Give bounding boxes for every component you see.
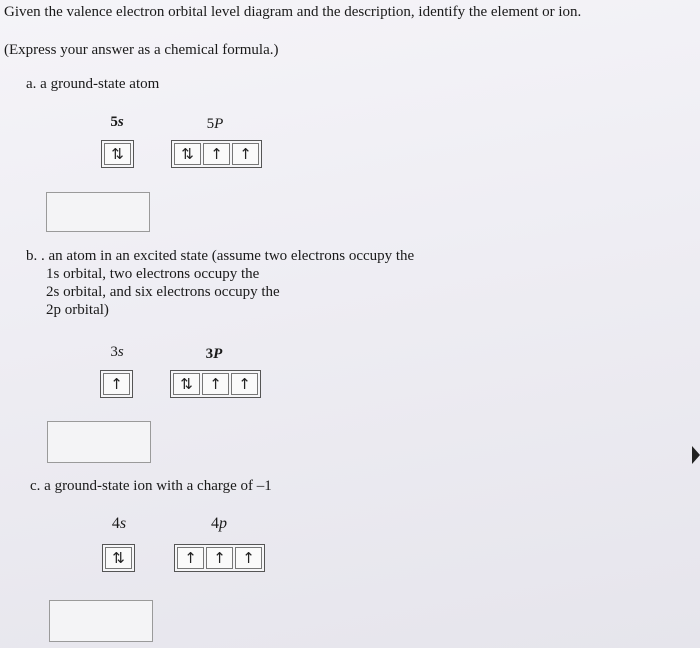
- part-c-p-orbital-diagram: [174, 544, 265, 572]
- part-a-p-orbital-label: [200, 116, 230, 133]
- s-subshell-letter: s: [117, 344, 124, 360]
- s-subshell-letter: s: [117, 114, 124, 130]
- p-shell-number: 4: [211, 515, 219, 532]
- orbital-box-paired: ⇅: [174, 143, 201, 165]
- part-c-answer-input[interactable]: [49, 600, 153, 642]
- part-b-answer-input[interactable]: [47, 421, 151, 463]
- orbital-box-single: ↑: [202, 373, 229, 395]
- part-a-s-orbital-diagram: [101, 140, 134, 168]
- part-a-label: a. a ground-state atom: [26, 76, 160, 92]
- part-b-description: [26, 247, 414, 319]
- s-shell-number: 3: [110, 344, 118, 360]
- orbital-box-paired: ⇅: [104, 143, 131, 165]
- orbital-box-paired: ⇅: [105, 547, 132, 569]
- part-c-label: c. a ground-state ion with a charge of –1: [30, 478, 272, 494]
- p-subshell-letter: P: [213, 346, 223, 362]
- part-a-p-orbital-diagram: [171, 140, 262, 168]
- part-c-p-orbital-label: [204, 515, 234, 533]
- part-a-answer-input[interactable]: [46, 192, 150, 232]
- orbital-box-single: ↑: [231, 373, 258, 395]
- part-b-p-orbital-label: [199, 346, 229, 363]
- s-subshell-letter: s: [119, 515, 127, 532]
- part-c-s-orbital-label: [104, 515, 134, 533]
- part-b-s-orbital-label: [102, 344, 132, 361]
- instruction-line-1: Given the valence electron orbital level diagram and the description, identify the element or ion.: [4, 4, 582, 20]
- part-a-s-orbital-label: [102, 114, 132, 131]
- s-shell-number: 4: [111, 515, 120, 532]
- p-subshell-letter: P: [214, 116, 224, 132]
- p-shell-number: 5: [206, 116, 215, 132]
- p-shell-number: 3: [205, 346, 214, 362]
- orbital-box-single: ↑: [103, 373, 130, 395]
- part-b-s-orbital-diagram: [100, 370, 133, 398]
- orbital-box-paired: ⇅: [173, 373, 200, 395]
- orbital-box-single: ↑: [232, 143, 259, 165]
- part-b-line-4: 2p orbital): [46, 302, 109, 318]
- part-b-line-3: 2s orbital, and six electrons occupy the: [46, 284, 280, 300]
- p-subshell-letter: p: [219, 515, 227, 532]
- part-c-s-orbital-diagram: [102, 544, 135, 572]
- part-b-p-orbital-diagram: [170, 370, 261, 398]
- orbital-box-single: ↑: [206, 547, 233, 569]
- orbital-box-single: ↑: [235, 547, 262, 569]
- part-b-line-2: 1s orbital, two electrons occupy the: [46, 266, 260, 282]
- orbital-box-single: ↑: [203, 143, 230, 165]
- instruction-line-2: (Express your answer as a chemical formula.): [4, 42, 279, 58]
- orbital-box-single: ↑: [177, 547, 204, 569]
- s-shell-number: 5: [110, 114, 118, 130]
- part-b-line-1: b. . an atom in an excited state (assume two electrons occupy the: [26, 248, 415, 264]
- next-arrow-icon[interactable]: [692, 446, 700, 464]
